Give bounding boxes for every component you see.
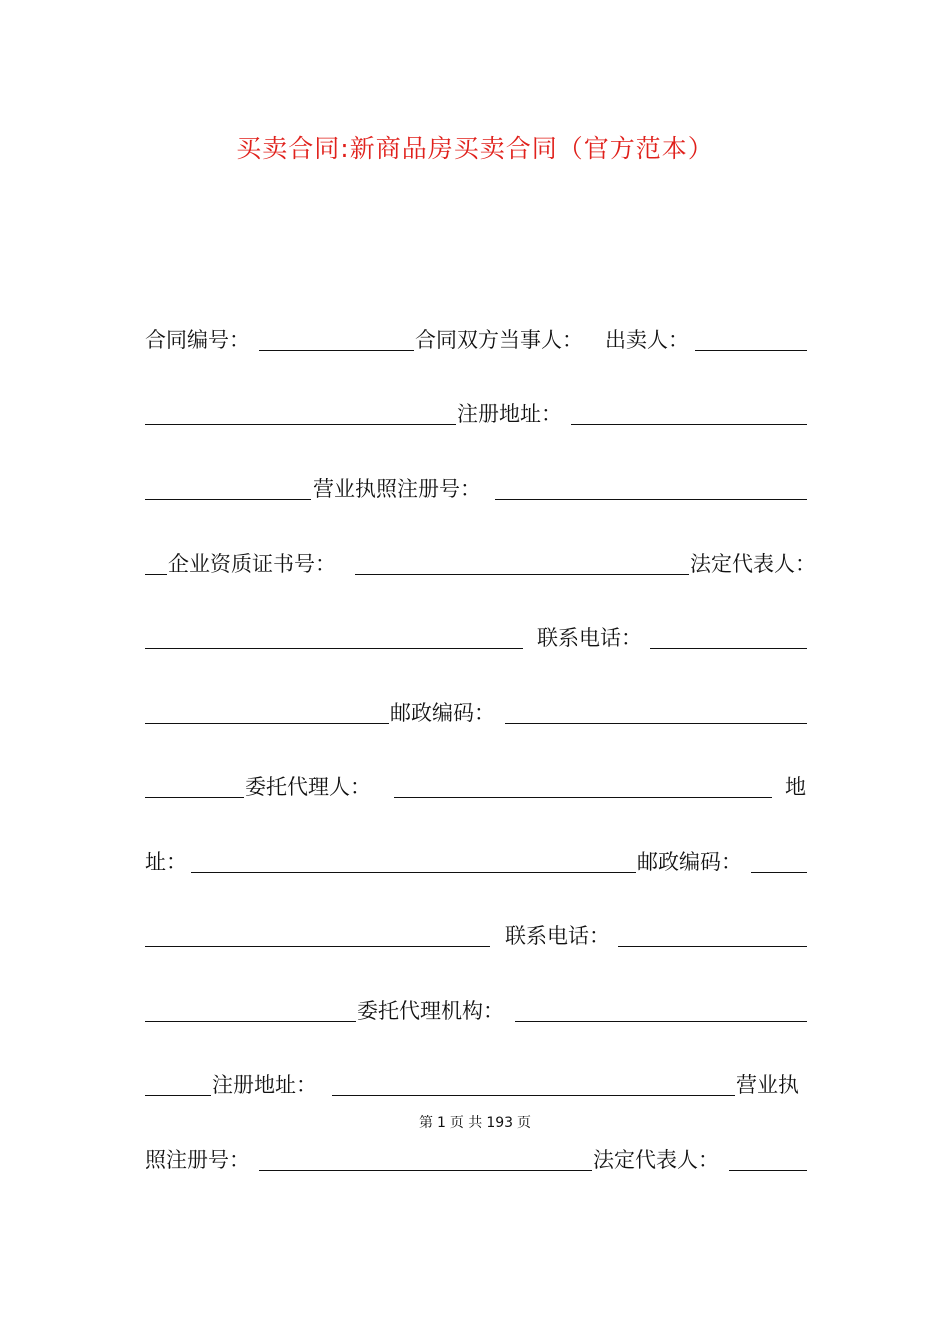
form-line-phone xyxy=(145,621,807,655)
label-agency: 委托代理机构： xyxy=(357,999,504,1023)
label-agency-license-part1: 营业执 xyxy=(736,1073,799,1097)
blank-agent[interactable] xyxy=(394,797,772,798)
label-contract-number: 合同编号： xyxy=(145,328,250,352)
label-postcode: 邮政编码： xyxy=(390,701,495,725)
label-seller: 出卖人： xyxy=(605,328,689,352)
form-line-business-license xyxy=(145,472,807,506)
blank-agent-address[interactable] xyxy=(191,872,636,873)
label-address-part1: 地 xyxy=(785,775,806,799)
blank-agent-postcode[interactable] xyxy=(751,872,807,873)
form-line-agent-phone xyxy=(145,919,807,953)
blank-license-cont[interactable] xyxy=(145,574,167,575)
form-line-agent xyxy=(145,770,807,804)
blank-contract-number[interactable] xyxy=(259,350,414,351)
blank-legal-representative[interactable] xyxy=(145,648,523,649)
label-agency-address: 注册地址： xyxy=(212,1073,317,1097)
label-registered-address: 注册地址： xyxy=(457,402,562,426)
blank-registered-address[interactable] xyxy=(571,424,807,425)
blank-agency-license[interactable] xyxy=(259,1170,592,1171)
document-title: 买卖合同:新商品房买卖合同（官方范本） xyxy=(236,134,714,163)
label-parties: 合同双方当事人： xyxy=(415,328,583,352)
blank-agent-postcode-cont[interactable] xyxy=(145,946,490,947)
form-line-agency-address xyxy=(145,1068,807,1102)
label-agent-postcode: 邮政编码： xyxy=(637,850,742,874)
blank-phone[interactable] xyxy=(650,648,807,649)
label-legal-representative: 法定代表人： xyxy=(690,552,816,576)
blank-agency-address[interactable] xyxy=(332,1095,735,1096)
blank-agency[interactable] xyxy=(515,1021,807,1022)
footer-mid: 页 共 xyxy=(449,1115,483,1131)
blank-address-cont[interactable] xyxy=(145,499,311,500)
blank-seller[interactable] xyxy=(695,350,807,351)
form-line-qualification xyxy=(145,547,816,581)
footer-total-pages: 193 xyxy=(486,1115,514,1131)
blank-agent-phone-cont[interactable] xyxy=(145,1021,356,1022)
label-agency-legal-representative: 法定代表人： xyxy=(593,1148,719,1172)
label-agent: 委托代理人： xyxy=(245,775,371,799)
label-agency-license-part2: 照注册号： xyxy=(145,1148,250,1172)
form-line-registered-address xyxy=(145,397,807,431)
blank-agency-cont[interactable] xyxy=(145,1095,211,1096)
blank-seller-cont[interactable] xyxy=(145,424,456,425)
blank-postcode-cont[interactable] xyxy=(145,797,244,798)
label-phone: 联系电话： xyxy=(537,626,642,650)
page-footer xyxy=(0,1114,950,1132)
form-line-agent-address xyxy=(145,845,807,879)
label-agent-phone: 联系电话： xyxy=(505,924,610,948)
label-qualification-cert: 企业资质证书号： xyxy=(168,552,336,576)
footer-suffix: 页 xyxy=(517,1115,532,1131)
blank-agency-legal-representative[interactable] xyxy=(729,1170,807,1171)
label-business-license: 营业执照注册号： xyxy=(313,477,481,501)
form-line-agency-license xyxy=(145,1143,807,1177)
footer-page-number: 1 xyxy=(436,1115,446,1131)
footer-prefix: 第 xyxy=(418,1115,433,1131)
blank-business-license[interactable] xyxy=(495,499,807,500)
form-line-postcode xyxy=(145,696,807,730)
blank-phone-cont[interactable] xyxy=(145,723,389,724)
blank-qualification-cert[interactable] xyxy=(355,574,689,575)
label-address-part2: 址： xyxy=(145,850,187,874)
form-line-contract-number xyxy=(145,323,807,357)
blank-postcode[interactable] xyxy=(505,723,807,724)
form-line-agency xyxy=(145,994,807,1028)
blank-agent-phone[interactable] xyxy=(618,946,807,947)
